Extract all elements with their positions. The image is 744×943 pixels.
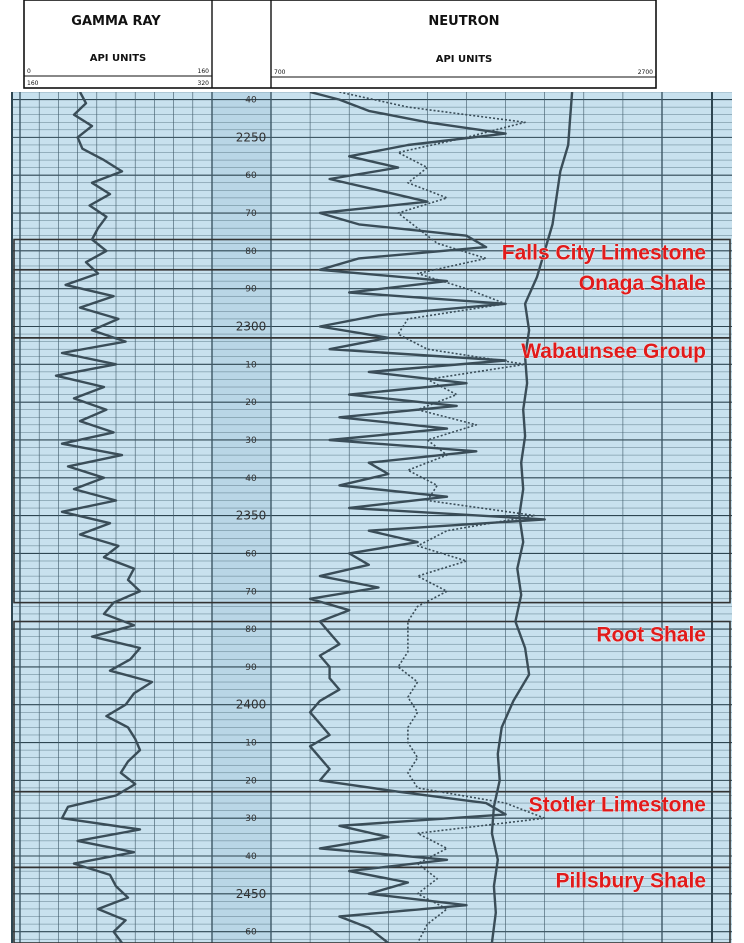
formation-label: Root Shale bbox=[596, 623, 706, 647]
gamma-scale-right: 160 bbox=[197, 68, 209, 75]
depth-label: 10 bbox=[245, 360, 257, 371]
gamma-ray-title: GAMMA RAY bbox=[71, 14, 161, 29]
formation-label: Pillsbury Shale bbox=[555, 869, 706, 893]
depth-label: 60 bbox=[245, 171, 257, 182]
depth-label: 60 bbox=[245, 927, 257, 938]
depth-label: 40 bbox=[245, 95, 257, 106]
depth-label: 30 bbox=[245, 814, 257, 825]
depth-label: 2400 bbox=[235, 697, 267, 712]
depth-label: 90 bbox=[245, 662, 257, 673]
neutron-scale-left: 700 bbox=[274, 69, 286, 76]
depth-label: 40 bbox=[245, 473, 257, 484]
track-header bbox=[0, 0, 744, 92]
gamma-backup-left: 160 bbox=[27, 80, 39, 87]
depth-label: 2450 bbox=[235, 886, 267, 901]
neutron-scale-right: 2700 bbox=[637, 69, 653, 76]
depth-label: 70 bbox=[245, 587, 257, 598]
depth-label: 2250 bbox=[235, 130, 267, 145]
formation-label: Stotler Limestone bbox=[528, 793, 706, 817]
neutron-units: API UNITS bbox=[435, 54, 493, 65]
depth-label: 2300 bbox=[235, 319, 267, 334]
formation-label: Falls City Limestone bbox=[501, 241, 706, 265]
gamma-backup-right: 320 bbox=[197, 80, 209, 87]
gamma-ray-units: API UNITS bbox=[89, 53, 147, 64]
depth-label: 2350 bbox=[235, 508, 267, 523]
depth-label: 20 bbox=[245, 776, 257, 787]
depth-label: 70 bbox=[245, 209, 257, 220]
depth-label: 80 bbox=[245, 246, 257, 257]
depth-label: 30 bbox=[245, 435, 257, 446]
formation-label: Wabaunsee Group bbox=[521, 339, 706, 363]
depth-label: 20 bbox=[245, 398, 257, 409]
depth-label: 60 bbox=[245, 549, 257, 560]
formation-label: Onaga Shale bbox=[578, 271, 706, 295]
depth-label: 80 bbox=[245, 625, 257, 636]
gamma-scale-left: 0 bbox=[27, 68, 31, 75]
depth-label: 10 bbox=[245, 738, 257, 749]
depth-label: 90 bbox=[245, 284, 257, 295]
depth-label: 40 bbox=[245, 852, 257, 863]
neutron-title: NEUTRON bbox=[428, 14, 500, 29]
